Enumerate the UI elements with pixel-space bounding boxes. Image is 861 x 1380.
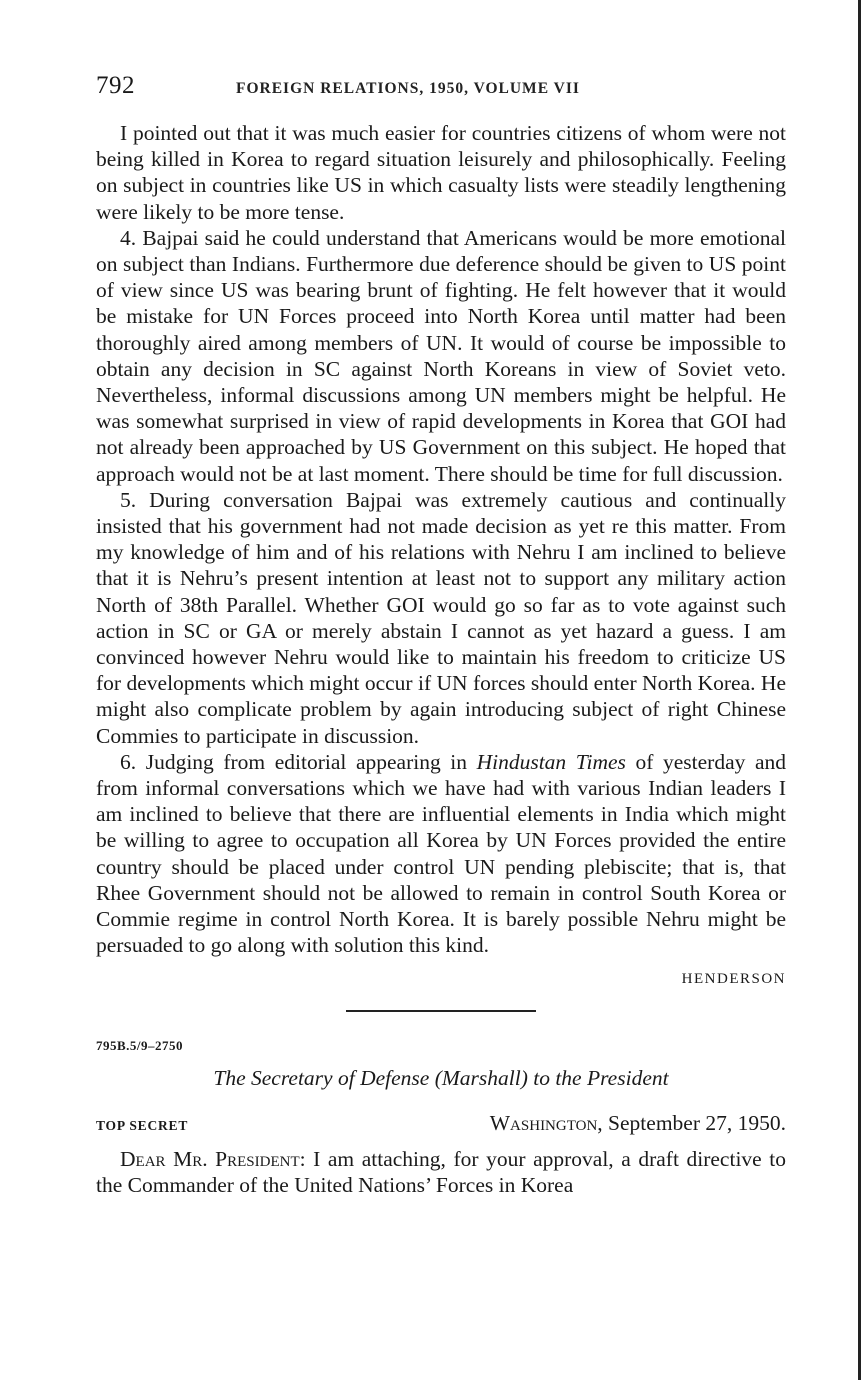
section-divider [346,1010,536,1012]
newspaper-name: Hindustan Times [476,749,626,774]
title-name: Marshall [441,1065,521,1090]
paragraph-5: 5. During conversation Bajpai was extremely cautious and continually insisted that his government had not made decision as yet re this matter. From my knowledge of him and of his relations with Nehru I am inclined to believe that it is Nehru’s present intention at least not to support any military action North of 38th Parallel. Whether GOI would go so far as to vote against such action in SC or GA or merely abstain I cannot as yet hazard a guess. I am convinced however Nehru would like to maintain his freedom to criticize US for developments which might occur if UN forces should enter North Korea. He might also complicate problem by again introducing subject of right Chinese Commies to participate in discussion. [96,487,786,748]
place-date [490,1111,786,1136]
page-header [96,72,786,120]
opening-paragraph [96,1146,786,1198]
title-part-2: ) to the President [520,1065,669,1090]
date: , September 27, 1950. [597,1110,786,1135]
letter-opening [96,1146,786,1198]
place: Washington [489,1110,598,1135]
file-number: 795B.5/9–2750 [96,1037,184,1053]
paragraph-4: 4. Bajpai said he could understand that Americans would be more emotional on subject than Indians. Furthermore due deference should be given to US point of view since US was bearing brunt of fighting. He felt however that it would be mistake for UN Forces proceed into North Korea until matter had been thoroughly aired among members of UN. It would of course be impossible to obtain any decision in SC against North Koreans in view of Soviet veto. Nevertheless, informal discussions among UN members might be helpful. He was somewhat surprised in view of rapid developments in Korea that GOI had not already been approached by US Government on this subject. He hoped that approach would not be at last moment. There should be time for full discussion. [96,225,786,486]
running-head: FOREIGN RELATIONS, 1950, VOLUME VII [236,80,580,97]
classification: TOP SECRET [96,1117,189,1133]
telegram-body [96,120,786,959]
signature: HENDERSON [681,970,786,987]
document-page [96,72,786,1198]
paragraph-continuation: I pointed out that it was much easier for countries citizens of whom were not being killed in Korea to regard situation leisurely and philosophically. Feeling on subject in countries like US in which casualty lists were steadily lengthening were likely to be more tense. [96,121,786,224]
salutation: Dear Mr. President: [120,1146,306,1171]
dateline [96,1111,786,1136]
page-number: 792 [96,72,135,99]
document-title [96,1066,786,1091]
paragraph-6-start: 6. Judging from editorial appearing in [120,749,477,774]
paragraph-6-rest: of yesterday and from informal conversations which we have had with various Indian leaders I am inclined to believe that there are influential elements in India which might be willing to agree to occupation all Korea by UN Forces provided the entire country should be placed under control UN pending plebiscite; that is, that Rhee Government should not be allowed to remain in control South Korea or Commie regime in control North Korea. It is barely possible Nehru might be persuaded to go along with solution this kind. [96,749,786,958]
opening-text: I am attaching, for your approval, a draft directive to the Commander of the United Nations’ Forces in Korea [96,1146,787,1197]
title-part-1: The Secretary of Defense ( [213,1065,442,1090]
paragraph-6 [96,749,786,959]
